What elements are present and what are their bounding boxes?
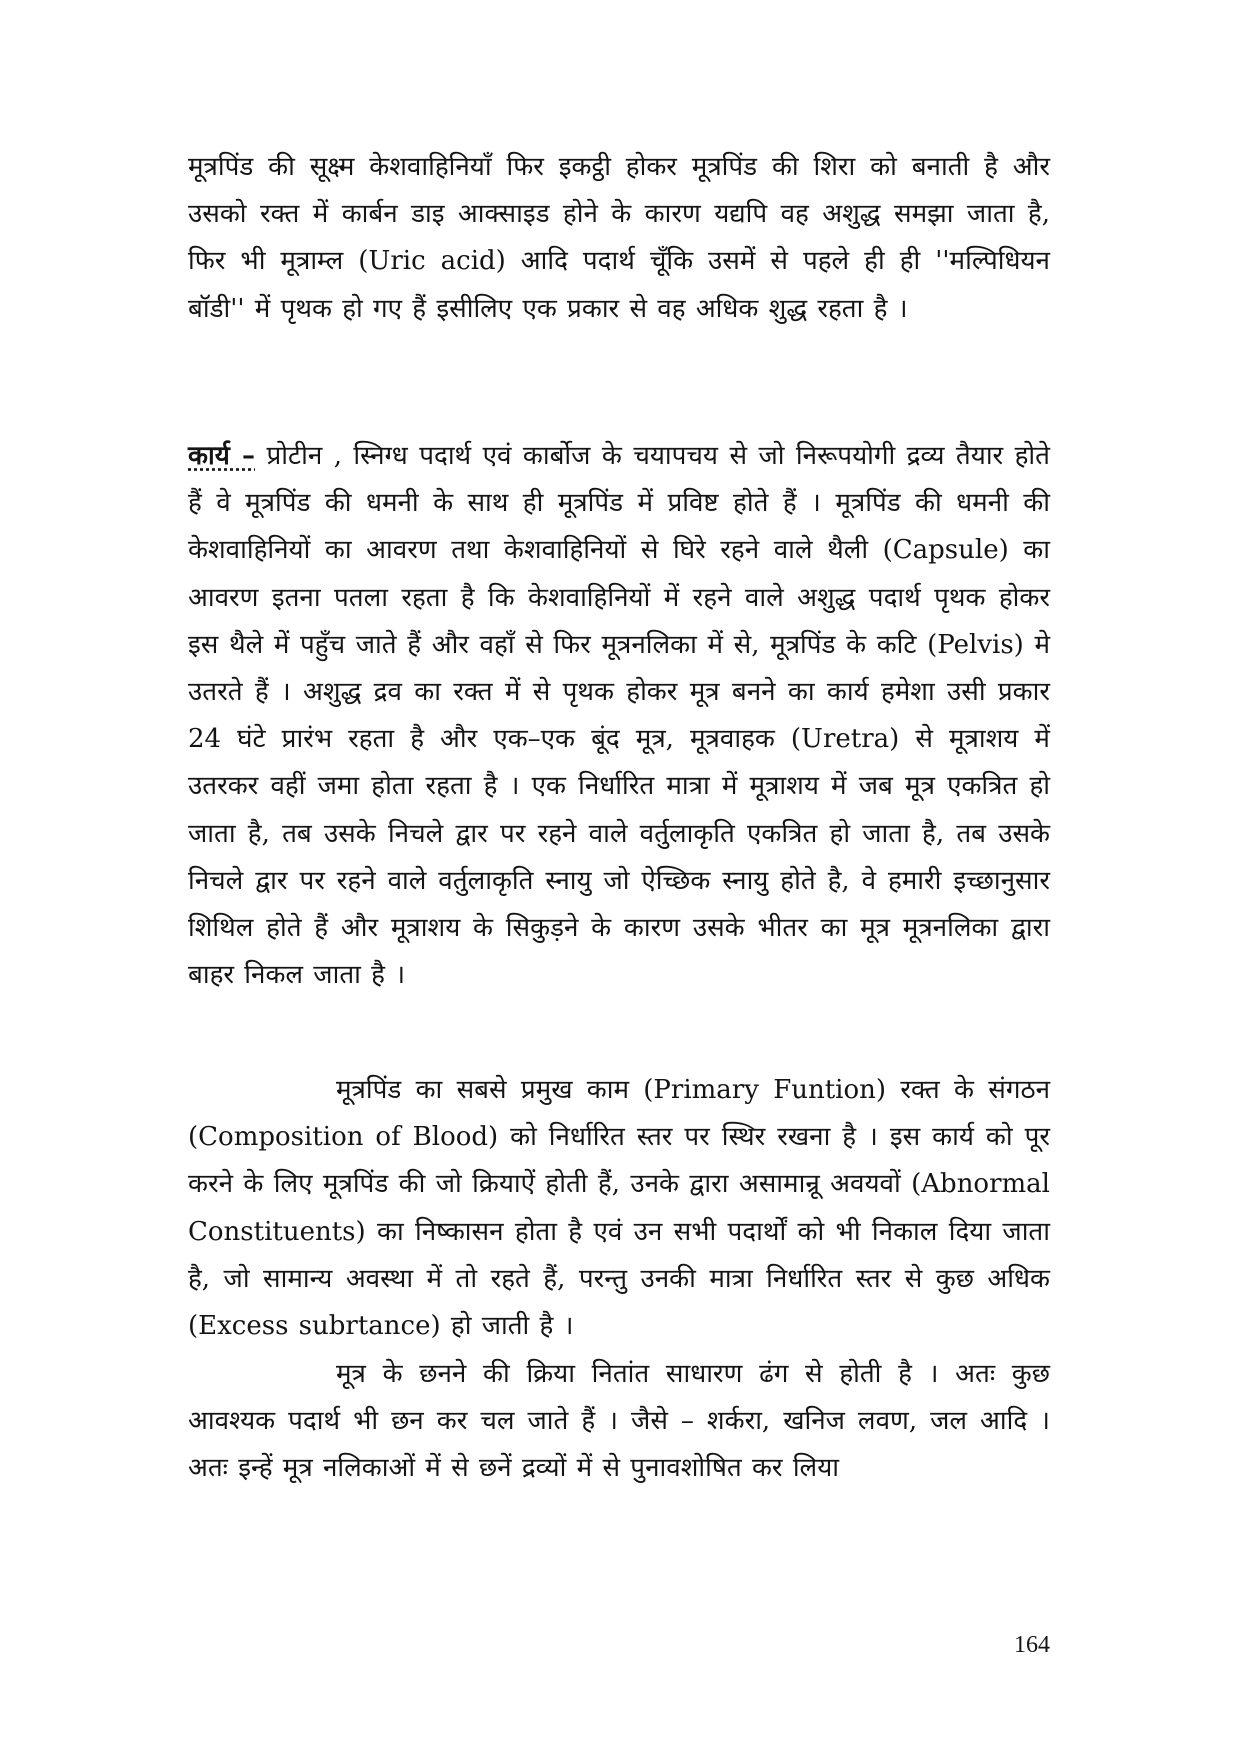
paragraph-filtration — [188, 1351, 1050, 1493]
paragraph-text: मूत्रपिंड का सबसे प्रमुख काम (Primary Funtion) रक्त के संगठन (Composition of Blood) को निर्धारित स्तर पर स्थिर रखना है । इस कार्य को पूर करने के लिए मूत्रपिंड की जो क्रियाऐं होती हैं, उनके द्वारा असामान्रू अवयवों (Abnormal Constituents) का निष्कासन होता है एवं उन सभी पदार्थों को भी निकाल दिया जाता है, जो सामान्य अवस्था में तो रहते हैं, परन्तु उनकी मात्रा निर्धारित स्तर से कुछ अधिक (Excess subrtance) हो जाती है । — [188, 1075, 1050, 1342]
paragraph-primary-function — [188, 1067, 1050, 1350]
paragraph-text: मूत्र के छनने की क्रिया नितांत साधारण ढंग से होती है । अतः कुछ आवश्यक पदार्थ भी छन कर चल जाते हैं । जैसे – शर्करा, खनिज लवण, जल आदि । अतः इन्हें मूत्र नलिकाओं में से छनें द्रव्यों में से पुनावशोषित कर लिया — [188, 1359, 1050, 1484]
paragraph-kidney-vein — [188, 144, 1050, 333]
section-heading: कार्य – — [188, 441, 256, 471]
paragraph-text: मूत्रपिंड की सूक्ष्म केशवाहिनियाँ फिर इकट्ठी होकर मूत्रपिंड की शिरा को बनाती है और उसको रक्त में कार्बन डाइ आक्साइड होने के कारण यद्यपि वह अशुद्ध समझा जाता है, फिर भी मूत्राम्ल (Uric acid) आदि पदार्थ चूँकि उसमें से पहले ही ही ''मल्पिधियन बॉडी'' में पृथक हो गए हैं इसीलिए एक प्रकार से वह अधिक शुद्ध रहता है । — [188, 152, 1050, 324]
paragraph-text: प्रोटीन , स्निग्ध पदार्थ एवं कार्बोज के चयापचय से जो निरूपयोगी द्रव्य तैयार होते हैं वे मूत्रपिंड की धमनी के साथ ही मूत्रपिंड में प्रविष्ट होते हैं । मूत्रपिंड की धमनी की केशवाहिनियों का आवरण तथा केशवाहिनियों से घिरे रहने वाले थैली (Capsule) का आवरण इतना पतला रहता है कि केशवाहिनियों में रहने वाले अशुद्ध पदार्थ पृथक होकर इस थैले में पहुँच जाते हैं और वहाँ से फिर मूत्रनलिका में से, मूत्रपिंड के कटि (Pelvis) मे उतरते हैं । अशुद्ध द्रव का रक्त में से पृथक होकर मूत्र बनने का कार्य हमेशा उसी प्रकार 24 घंटे प्रारंभ रहता है और एक–एक बूंद मूत्र, मूत्रवाहक (Uretra) से मूत्राशय में उतरकर वहीं जमा होता रहता है । एक निर्धारित मात्रा में मूत्राशय में जब मूत्र एकत्रित हो जाता है, तब उसके निचले द्वार पर रहने वाले वर्तुलाकृति एकत्रित हो जाता है, तब उसके निचले द्वार पर रहने वाले वर्तुलाकृति स्नायु जो ऐच्छिक स्नायु होते है, वे हमारी इच्छानुसार शिथिल होते हैं और मूत्राशय के सिकुड़ने के कारण उसके भीतर का मूत्र मूत्रनलिका द्वारा बाहर निकल जाता है । — [188, 441, 1050, 991]
page-number: 164 — [1014, 1632, 1050, 1658]
paragraph-function — [188, 433, 1050, 999]
